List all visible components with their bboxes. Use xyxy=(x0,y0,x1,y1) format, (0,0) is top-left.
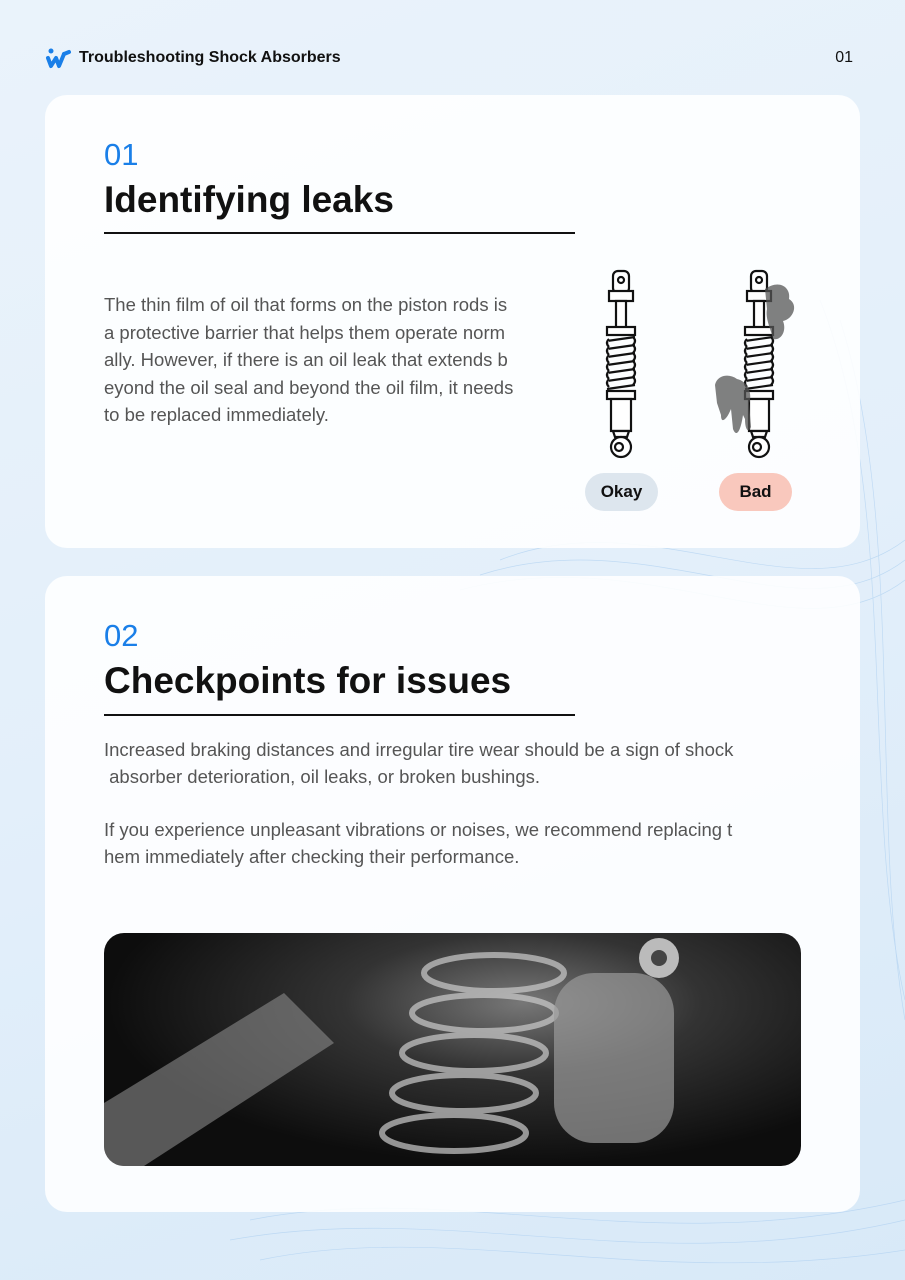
okay-badge: Okay xyxy=(585,473,658,511)
section-title: Identifying leaks xyxy=(104,179,394,220)
section-body: The thin film of oil that forms on the piston rods is a protective barrier that helps them operate norm ally. However, if there is an oil leak that extends b eyond the oil seal and beyond the oil film, it needs to be replaced immediately. xyxy=(104,294,514,425)
shock-absorber-leaking-illustration xyxy=(709,269,809,469)
logo-icon xyxy=(45,46,75,70)
divider xyxy=(104,714,575,716)
shock-absorber-photo xyxy=(104,933,801,1166)
section-body: Increased braking distances and irregular tire wear should be a sign of shock absorber deterioration, oil leaks, or broken bushings. If you experience unpleasant vibrations or noises, we recommend replacing t hem immediately after checking their performance. xyxy=(104,739,734,867)
page-number: 01 xyxy=(835,49,853,66)
section-number: 01 xyxy=(104,137,139,172)
section-title: Checkpoints for issues xyxy=(104,660,512,701)
page-header xyxy=(45,44,853,72)
section-card-identifying-leaks xyxy=(45,95,860,548)
shock-absorber-okay-illustration xyxy=(591,269,651,469)
section-card-checkpoints xyxy=(45,576,860,1212)
bad-badge: Bad xyxy=(719,473,792,511)
document-title: Troubleshooting Shock Absorbers xyxy=(79,49,341,66)
divider xyxy=(104,232,575,234)
section-number: 02 xyxy=(104,618,139,653)
